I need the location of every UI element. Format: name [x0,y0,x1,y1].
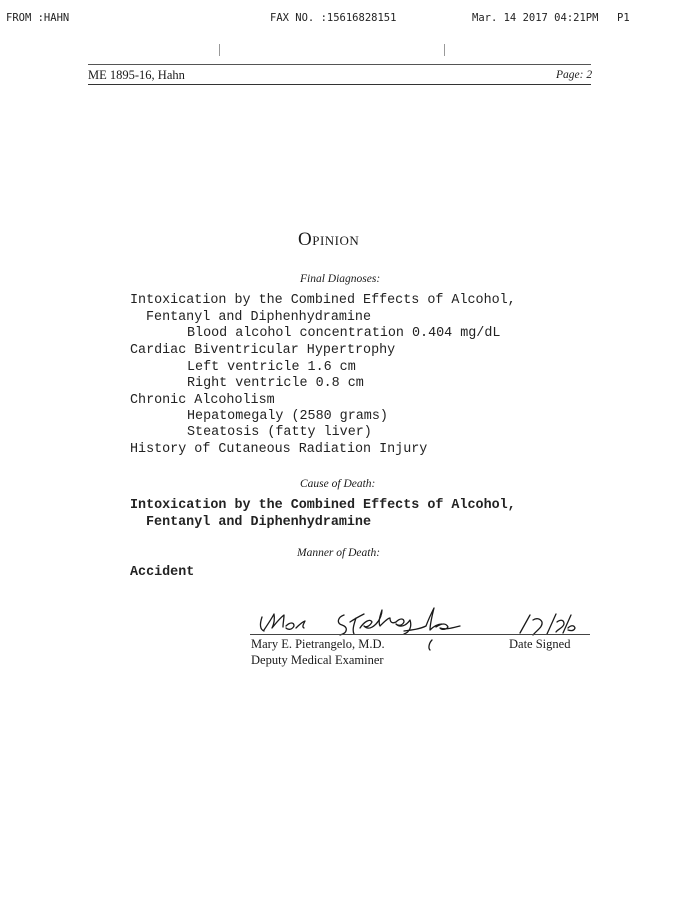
fax-number: FAX NO. :15616828151 [270,12,397,24]
signature-rule [250,634,590,635]
diagnosis-line: Fentanyl and Diphenhydramine [146,310,371,325]
fax-page-number: P1 [617,12,630,24]
diagnosis-line: Hepatomegaly (2580 grams) [187,409,388,424]
fax-datetime: Mar. 14 2017 04:21PM [472,12,599,24]
cause-of-death-line: Intoxication by the Combined Effects of Alcohol, [130,498,516,513]
date-signed-label: Date Signed [509,637,571,651]
manner-of-death-heading: Manner of Death: [297,547,381,559]
fax-from: FROM :HAHN [6,12,70,24]
diagnosis-line: Steatosis (fatty liver) [187,425,372,440]
diagnosis-line: Right ventricle 0.8 cm [187,376,364,391]
diagnosis-line: Intoxication by the Combined Effects of Alcohol, [130,293,516,308]
opinion-title: Opinion [298,229,360,250]
cause-of-death-line: Fentanyl and Diphenhydramine [146,515,371,530]
diagnosis-line: Chronic Alcoholism [130,393,275,408]
manner-of-death-value: Accident [130,565,195,580]
final-diagnoses-heading: Final Diagnoses: [300,273,381,285]
diagnosis-line: Left ventricle 1.6 cm [187,360,356,375]
examiner-name: Mary E. Pietrangelo, M.D. [251,637,385,651]
cause-of-death-heading: Cause of Death: [300,478,376,490]
diagnosis-line: Blood alcohol concentration 0.404 mg/dL [187,326,501,341]
case-number: ME 1895-16, Hahn [88,68,185,82]
page-label: Page: 2 [556,69,593,81]
diagnosis-line: Cardiac Biventricular Hypertrophy [130,343,396,358]
diagnosis-line: History of Cutaneous Radiation Injury [130,442,428,457]
examiner-title: Deputy Medical Examiner [251,653,384,667]
